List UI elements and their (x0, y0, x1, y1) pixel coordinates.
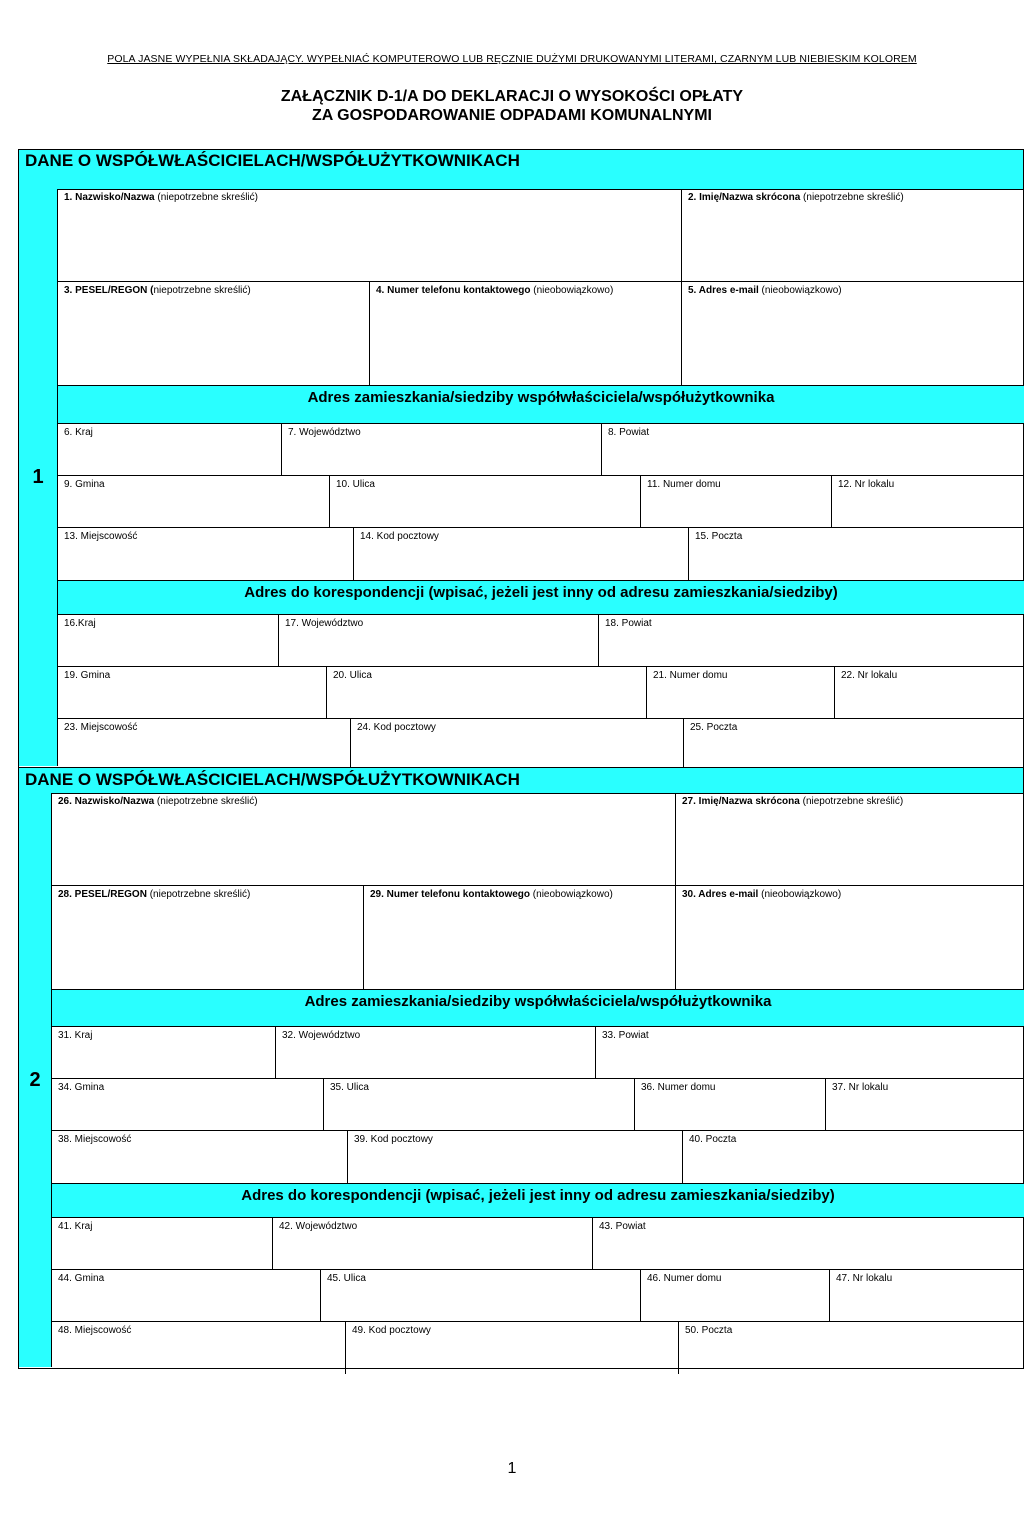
page-number: 1 (507, 1460, 517, 1477)
field-46-house-number[interactable]: 46. Numer domu (641, 1270, 830, 1321)
field-5-email[interactable] (682, 282, 1024, 385)
field-hint: (nieobowiązkowo) (530, 285, 614, 296)
field-39-postal-code[interactable]: 39. Kod pocztowy (348, 1131, 683, 1183)
field-42-voivodeship[interactable]: 42. Województwo (273, 1218, 593, 1269)
form-title-line-1: ZAŁĄCZNIK D-1/A DO DEKLARACJI O WYSOKOŚCI OPŁATY (280, 88, 744, 105)
section-1-residence-row-3 (58, 528, 1024, 580)
field-35-street[interactable]: 35. Ulica (324, 1079, 635, 1130)
field-23-locality[interactable]: 23. Miejscowość (58, 719, 351, 771)
section-1-row-name (58, 189, 1024, 282)
form-title-line-2: ZA GOSPODAROWANIE ODPADAMI KOMUNALNYMI (312, 107, 712, 124)
section-2-residence-row-1 (52, 1027, 1024, 1079)
field-22-apartment-number[interactable]: 22. Nr lokalu (841, 670, 898, 681)
field-13-locality[interactable]: 13. Miejscowość (58, 528, 354, 580)
field-31-country[interactable]: 31. Kraj (52, 1027, 276, 1078)
field-50-post-office[interactable]: 50. Poczta (685, 1325, 733, 1336)
section-2-header: DANE O WSPÓŁWŁAŚCICIELACH/WSPÓŁUŻYTKOWNIKACH (18, 767, 1024, 794)
field-40-post-office[interactable]: 40. Poczta (689, 1134, 737, 1145)
section-2-correspondence-row-3 (52, 1322, 1024, 1374)
section-1-number: 1 (19, 189, 58, 766)
field-hint: (niepotrzebne skreślić) (154, 796, 258, 807)
field-17-voivodeship[interactable]: 17. Województwo (279, 615, 599, 666)
field-38-locality[interactable]: 38. Miejscowość (52, 1131, 348, 1183)
field-4-phone[interactable] (370, 282, 682, 385)
field-hint: (nieobowiązkowo) (758, 285, 842, 296)
field-29-phone[interactable] (364, 886, 676, 989)
field-6-country[interactable]: 6. Kraj (58, 424, 282, 475)
field-label: 27. Imię/Nazwa skrócona (682, 796, 800, 807)
form-instructions: POLA JASNE WYPEŁNIA SKŁADAJĄCY. WYPEŁNIAĆ KOMPUTEROWO LUB RĘCZNIE DUŻYMI DRUKOWANYMI LITERAMI, CZARNYM LUB NIEBIESKIM KOLOREM (107, 53, 917, 65)
section-1-row-ids (58, 282, 1024, 386)
field-12-apartment-number[interactable]: 12. Nr lokalu (838, 479, 895, 490)
section-2-residence-row-2 (52, 1079, 1024, 1131)
section-2-number: 2 (19, 793, 52, 1367)
field-48-locality[interactable]: 48. Miejscowość (52, 1322, 346, 1374)
field-10-street[interactable]: 10. Ulica (330, 476, 641, 527)
field-label: 26. Nazwisko/Nazwa (58, 796, 155, 807)
field-label: 1. Nazwisko/Nazwa (64, 192, 155, 203)
section-1-header: DANE O WSPÓŁWŁAŚCICIELACH/WSPÓŁUŻYTKOWNIKACH (18, 149, 1024, 190)
field-45-street[interactable]: 45. Ulica (321, 1270, 641, 1321)
field-43-county[interactable]: 43. Powiat (599, 1221, 646, 1232)
field-hint: (niepotrzebne skreślić) (146, 889, 251, 900)
section-1-correspondence-row-3 (58, 719, 1024, 771)
field-27-first-name[interactable] (676, 793, 1024, 885)
field-41-country[interactable]: 41. Kraj (52, 1218, 273, 1269)
field-label: 5. Adres e-mail (688, 285, 759, 296)
field-11-house-number[interactable]: 11. Numer domu (641, 476, 832, 527)
field-label: 30. Adres e-mail (682, 889, 759, 900)
section-1-correspondence-row-1 (58, 615, 1024, 667)
field-30-email[interactable] (676, 886, 1024, 989)
field-1-name[interactable] (58, 189, 682, 281)
field-44-commune[interactable]: 44. Gmina (52, 1270, 321, 1321)
section-1-body (18, 189, 1024, 768)
field-24-postal-code[interactable]: 24. Kod pocztowy (351, 719, 684, 771)
field-16-country[interactable]: 16.Kraj (58, 615, 279, 666)
section-2-correspondence-row-1 (52, 1218, 1024, 1270)
field-26-name[interactable] (52, 793, 676, 885)
field-25-post-office[interactable]: 25. Poczta (690, 722, 738, 733)
field-33-county[interactable]: 33. Powiat (602, 1030, 649, 1041)
field-2-first-name[interactable] (682, 189, 1024, 281)
section-2-row-name (52, 793, 1024, 886)
field-14-postal-code[interactable]: 14. Kod pocztowy (354, 528, 689, 580)
field-21-house-number[interactable]: 21. Numer domu (647, 667, 835, 718)
field-hint: (niepotrzebne skreślić) (154, 192, 258, 203)
field-label: 2. Imię/Nazwa skrócona (688, 192, 801, 203)
section-1-fields (58, 189, 1024, 766)
field-hint: (niepotrzebne skreślić) (799, 796, 904, 807)
field-19-commune[interactable]: 19. Gmina (58, 667, 327, 718)
field-47-apartment-number[interactable]: 47. Nr lokalu (836, 1273, 893, 1284)
field-label: 4. Numer telefonu kontaktowego (376, 285, 531, 296)
field-3-pesel[interactable] (58, 282, 370, 385)
field-label: 29. Numer telefonu kontaktowego (370, 889, 531, 900)
section-2-body (18, 793, 1024, 1369)
section-2-correspondence-row-2 (52, 1270, 1024, 1322)
field-hint: (nieobowiązkowo) (530, 889, 613, 900)
field-32-voivodeship[interactable]: 32. Województwo (276, 1027, 596, 1078)
section-1-correspondence-row-2 (58, 667, 1024, 719)
field-18-county[interactable]: 18. Powiat (605, 618, 652, 629)
field-36-house-number[interactable]: 36. Numer domu (635, 1079, 826, 1130)
section-1-residence-row-2 (58, 476, 1024, 528)
field-label: 3. PESEL/REGON ( (64, 285, 154, 296)
section-2-residence-row-3 (52, 1131, 1024, 1183)
form-title (0, 87, 1024, 125)
field-hint: (nieobowiązkowo) (758, 889, 842, 900)
field-37-apartment-number[interactable]: 37. Nr lokalu (832, 1082, 889, 1093)
field-7-voivodeship[interactable]: 7. Województwo (282, 424, 602, 475)
section-1-correspondence-header: Adres do korespondencji (wpisać, jeżeli jest inny od adresu zamieszkania/siedziby) (58, 580, 1024, 615)
section-2-fields (52, 793, 1024, 1367)
field-15-post-office[interactable]: 15. Poczta (695, 531, 743, 542)
field-34-commune[interactable]: 34. Gmina (52, 1079, 324, 1130)
section-2-residence-header: Adres zamieszkania/siedziby współwłaściciela/współużytkownika (52, 990, 1024, 1027)
section-1-residence-header: Adres zamieszkania/siedziby współwłaściciela/współużytkownika (58, 386, 1024, 424)
field-8-county[interactable]: 8. Powiat (608, 427, 650, 438)
section-2-correspondence-header: Adres do korespondencji (wpisać, jeżeli jest inny od adresu zamieszkania/siedziby) (52, 1183, 1024, 1218)
field-9-commune[interactable]: 9. Gmina (58, 476, 330, 527)
field-label: 28. PESEL/REGON (58, 889, 147, 900)
field-hint: niepotrzebne skreślić) (153, 285, 251, 296)
field-20-street[interactable]: 20. Ulica (327, 667, 647, 718)
field-49-postal-code[interactable]: 49. Kod pocztowy (346, 1322, 679, 1374)
field-28-pesel[interactable] (52, 886, 364, 989)
section-1-residence-row-1 (58, 424, 1024, 476)
section-2-row-ids (52, 886, 1024, 990)
field-hint: (niepotrzebne skreślić) (800, 192, 904, 203)
